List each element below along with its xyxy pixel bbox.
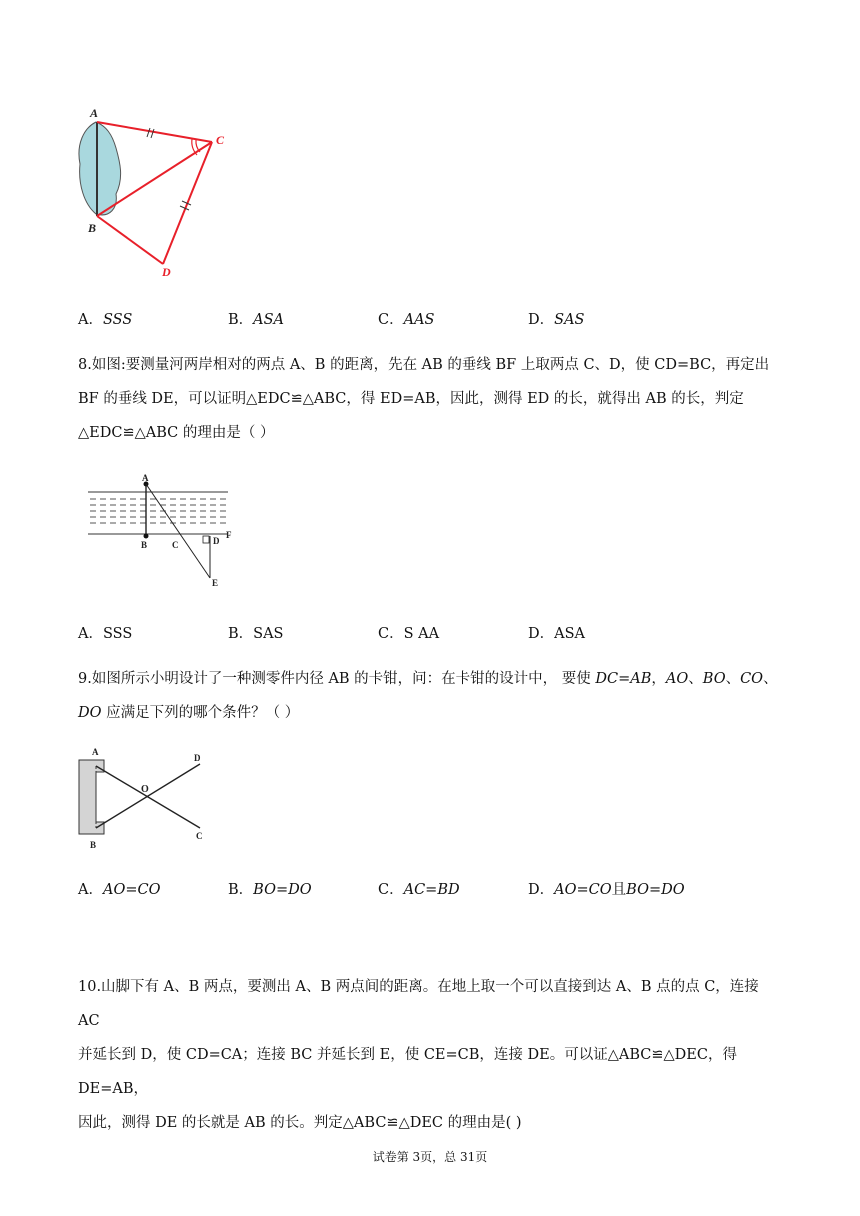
q7-label-D: D xyxy=(162,265,171,279)
q10-question-text xyxy=(78,970,783,1140)
q9-option-c[interactable] xyxy=(378,878,460,899)
q8-line-2: BF 的垂线 DE，可以证明△EDC≌△ABC，得 ED=AB，因此，测得 ED 的长，就得出 AB 的长，判定 xyxy=(78,391,744,407)
q10-line-3: 因此，测得 DE 的长就是 AB 的长。判定△ABC≌△DEC 的理由是( ) xyxy=(78,1115,522,1131)
q8-label-C: C xyxy=(172,540,179,550)
page-footer: 试卷第 3页，总 31页 xyxy=(372,1150,488,1164)
option-text: AAS xyxy=(403,312,435,328)
option-text: S AA xyxy=(403,626,440,642)
option-letter: D． xyxy=(528,312,555,328)
q9-label-D: D xyxy=(194,753,201,763)
q7-label-C: C xyxy=(216,133,225,147)
q9-line1-part: 、 xyxy=(763,671,778,687)
q9-line1-math: BO xyxy=(702,671,726,687)
q9-option-d[interactable] xyxy=(528,878,685,899)
q8-segment-AE xyxy=(146,484,210,578)
q10-line-2: 并延长到 D，使 CD=CA；连接 BC 并延长到 E，使 CE=CB，连接 DE。可以证△ABC≌△DEC，得 DE=AB， xyxy=(78,1047,737,1097)
option-letter: D． xyxy=(528,882,555,898)
q8-point-B xyxy=(144,534,149,539)
q7-label-B: B xyxy=(88,221,97,235)
q7-figure xyxy=(70,104,250,280)
option-text: SAS xyxy=(554,312,585,328)
q9-line1-math: DC=AB xyxy=(595,671,652,687)
option-text: SAS xyxy=(253,626,284,642)
q8-option-b[interactable] xyxy=(228,622,284,643)
option-letter: C． xyxy=(378,882,404,898)
q9-line1-part: 9.如图所示小明设计了一种测零件内径 AB 的卡钳，问：在卡钳的设计中， 要使 xyxy=(78,671,596,687)
q9-option-a[interactable] xyxy=(78,878,160,899)
q7-tick-marks-AC xyxy=(147,128,154,138)
q9-line-1 xyxy=(78,662,783,696)
q9-label-A: A xyxy=(92,747,99,757)
option-text: AO=CO xyxy=(102,882,161,898)
q9-label-C: C xyxy=(196,831,203,841)
option-text: ASA xyxy=(554,626,586,642)
option-letter: A． xyxy=(78,626,103,642)
q8-label-F: F xyxy=(226,530,232,540)
option-text: ASA xyxy=(253,312,285,328)
q7-label-A: A xyxy=(90,106,99,120)
q9-figure xyxy=(76,744,216,852)
q9-line1-part: 、 xyxy=(688,671,703,687)
option-text: SSS xyxy=(102,626,133,642)
option-letter: C． xyxy=(378,312,404,328)
q9-part-body xyxy=(79,760,104,834)
q7-segment-AC xyxy=(97,122,212,142)
q8-right-angle-mark xyxy=(203,536,209,543)
q9-line-2 xyxy=(78,696,783,730)
q8-option-a[interactable] xyxy=(78,622,132,643)
q7-lake-shape xyxy=(79,122,121,215)
q9-question-text xyxy=(78,662,783,730)
q9-label-O: O xyxy=(141,784,149,795)
q7-option-c[interactable] xyxy=(378,308,435,329)
q8-label-E: E xyxy=(212,578,219,588)
q7-option-b[interactable] xyxy=(228,308,284,329)
option-letter: B． xyxy=(228,626,254,642)
q10-line-1: 10.山脚下有 A、B 两点，要测出 A、B 两点间的距离。在地上取一个可以直接到达 A、B 点的点 C，连接 AC xyxy=(78,979,759,1029)
q7-option-a[interactable] xyxy=(78,308,132,329)
q9-line1-math: CO xyxy=(740,671,764,687)
option-text: SSS xyxy=(102,312,133,328)
q9-line2-part: 应满足下列的哪个条件？（ ） xyxy=(101,705,300,721)
q7-segment-BD xyxy=(97,216,163,264)
option-text: BO=DO xyxy=(626,882,685,898)
q9-line1-part: ， xyxy=(651,671,666,687)
option-conjunction: 且 xyxy=(611,882,627,898)
q9-option-b[interactable] xyxy=(228,878,312,899)
q8-label-B: B xyxy=(141,540,148,550)
option-letter: D． xyxy=(528,626,555,642)
q8-option-c[interactable] xyxy=(378,622,439,643)
q9-label-B: B xyxy=(90,840,97,850)
option-text: AC=BD xyxy=(403,882,460,898)
option-letter: B． xyxy=(228,882,254,898)
q8-figure xyxy=(86,474,246,592)
option-letter: A． xyxy=(78,312,103,328)
option-text: AO=CO xyxy=(554,882,612,898)
option-letter: A． xyxy=(78,882,103,898)
q8-label-D: D xyxy=(213,536,220,546)
q8-label-A: A xyxy=(142,474,149,483)
q8-option-d[interactable] xyxy=(528,622,585,643)
q8-line-1: 8.如图:要测量河两岸相对的两点 A、B 的距离，先在 AB 的垂线 BF 上取两点 C、D，使 CD=BC，再定出 xyxy=(78,357,770,373)
option-text: BO=DO xyxy=(253,882,312,898)
q8-question-text xyxy=(78,348,783,450)
q9-line2-math: DO xyxy=(78,705,102,721)
option-letter: C． xyxy=(378,626,404,642)
option-letter: B． xyxy=(228,312,254,328)
q7-option-d[interactable] xyxy=(528,308,584,329)
q9-line1-math: AO xyxy=(665,671,689,687)
q9-line1-part: 、 xyxy=(725,671,741,687)
q8-line-3: △EDC≌△ABC 的理由是（ ） xyxy=(78,425,275,441)
